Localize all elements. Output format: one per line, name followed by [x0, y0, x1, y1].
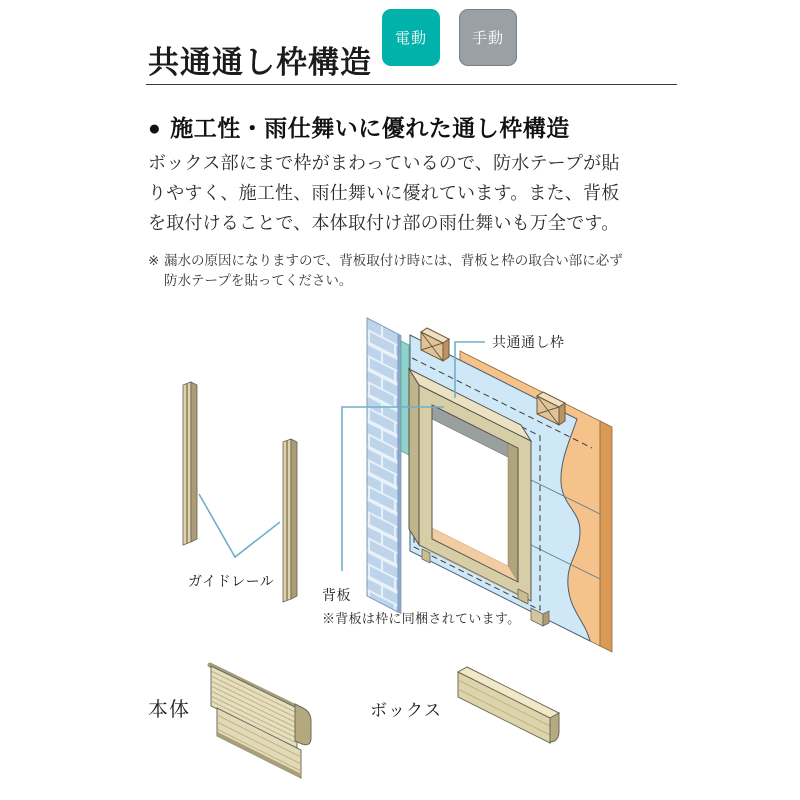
part-body-label: 本体 — [148, 699, 190, 721]
leader-line-guide-rail — [199, 494, 280, 557]
badge-manual: 手動 — [459, 9, 517, 66]
guide-rail-label: ガイドレール — [188, 573, 275, 589]
note-line: 漏水の原因になりますので、背板取付け時には、背板と枠の取合い部に必ず — [164, 253, 623, 268]
back-plate-label: 背板 — [322, 587, 351, 603]
sheathing-edge-strip — [401, 341, 409, 455]
part-box-label: ボックス — [370, 701, 442, 720]
title-divider — [146, 84, 677, 85]
caution-note — [148, 251, 623, 291]
badge-electric: 電動 — [382, 9, 440, 66]
body-line: を取付けることで、本体取付け部の雨仕舞いも万全です。 — [148, 213, 620, 233]
section-heading-text: 施工性・雨仕舞いに優れた通し枠構造 — [170, 115, 570, 141]
page-title: 共通通し枠構造 — [148, 45, 372, 80]
box-illustration — [430, 656, 585, 764]
note-line: 防水テープを貼ってください。 — [164, 273, 353, 288]
shutter-body-illustration — [197, 650, 357, 792]
body-text — [148, 148, 683, 238]
back-plate-note: ※背板は枠に同梱されています。 — [322, 611, 521, 626]
bullet-icon: ● — [148, 117, 162, 140]
note-text — [164, 251, 623, 291]
brick-siding-panel — [367, 318, 401, 614]
frame-inner-right-face — [508, 432, 518, 582]
frame-left-side-face — [409, 369, 419, 545]
body-line: ボックス部にまで枠がまわっているので、防水テープが貼 — [148, 153, 620, 173]
frame-label: 共通通し枠 — [492, 334, 565, 350]
note-asterisk: ※ — [148, 253, 160, 268]
section-heading — [148, 110, 570, 143]
construction-diagram — [140, 305, 660, 655]
guide-rail-right — [283, 439, 297, 602]
body-line: りやすく、施工性、雨仕舞いに優れています。また、背板 — [148, 183, 620, 203]
guide-rail-left — [183, 382, 197, 545]
